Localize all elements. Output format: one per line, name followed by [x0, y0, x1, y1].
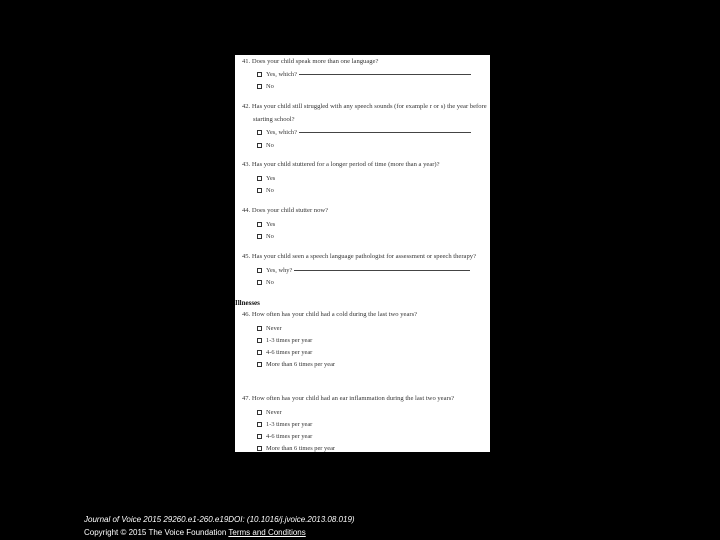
checkbox-icon	[257, 176, 262, 181]
option-42-yes	[257, 129, 471, 136]
option-43-yes	[257, 175, 275, 182]
section-heading-illnesses: Illnesses	[235, 299, 260, 307]
question-41: 41. Does your child speak more than one language?	[242, 58, 379, 65]
option-45-yes	[257, 267, 470, 274]
journal-citation: Journal of Voice 2015 29260.e1-260.e19DOI: (10.1016/j.jvoice.2013.08.019)	[84, 515, 355, 524]
checkbox-icon	[257, 410, 262, 415]
checkbox-icon	[257, 143, 262, 148]
option-label: Yes, why?	[266, 267, 293, 274]
option-45-no	[257, 279, 274, 286]
option-46-4-6	[257, 349, 312, 356]
option-label: 4-6 times per year	[266, 433, 313, 440]
question-43: 43. Has your child stuttered for a longer period of time (more than a year)?	[242, 161, 440, 168]
option-47-more-than-6	[257, 445, 335, 452]
checkbox-icon	[257, 268, 262, 273]
option-label: Never	[266, 409, 282, 416]
checkbox-icon	[257, 222, 262, 227]
question-46: 46. How often has your child had a cold during the last two years?	[242, 311, 418, 318]
answer-line	[299, 74, 471, 75]
option-label: No	[266, 187, 274, 194]
checkbox-icon	[257, 234, 262, 239]
option-label: More than 6 times per year	[266, 445, 336, 452]
copyright-line	[84, 526, 355, 539]
checkbox-icon	[257, 84, 262, 89]
terms-and-conditions-link[interactable]: Terms and Conditions	[228, 528, 306, 537]
option-label: 4-6 times per year	[266, 349, 313, 356]
question-42-continued: starting school?	[253, 116, 295, 123]
option-label: 1-3 times per year	[266, 421, 313, 428]
option-label: No	[266, 83, 274, 90]
option-label: No	[266, 279, 274, 286]
option-46-1-3	[257, 337, 312, 344]
questionnaire-page	[235, 55, 490, 452]
option-46-never	[257, 325, 282, 332]
option-label: No	[266, 233, 274, 240]
option-label: 1-3 times per year	[266, 337, 313, 344]
checkbox-icon	[257, 434, 262, 439]
option-47-1-3	[257, 421, 312, 428]
option-label: Yes	[266, 175, 276, 182]
option-label: Yes, which?	[266, 71, 297, 78]
copyright-text: Copyright © 2015 The Voice Foundation	[84, 528, 227, 537]
option-41-yes	[257, 71, 471, 78]
option-47-never	[257, 409, 282, 416]
checkbox-icon	[257, 338, 262, 343]
option-41-no	[257, 83, 274, 90]
checkbox-icon	[257, 446, 262, 451]
checkbox-icon	[257, 130, 262, 135]
question-45: 45. Has your child seen a speech language pathologist for assessment or speech therapy?	[242, 253, 477, 260]
option-label: Never	[266, 325, 282, 332]
answer-line	[294, 270, 470, 271]
checkbox-icon	[257, 280, 262, 285]
slide-footer	[84, 513, 355, 539]
question-42: 42. Has your child still struggled with any speech sounds (for example r or s) the year before	[242, 103, 487, 110]
option-44-yes	[257, 221, 275, 228]
checkbox-icon	[257, 188, 262, 193]
option-label: Yes	[266, 221, 276, 228]
question-44: 44. Does your child stutter now?	[242, 207, 329, 214]
checkbox-icon	[257, 362, 262, 367]
answer-line	[299, 132, 471, 133]
checkbox-icon	[257, 326, 262, 331]
option-43-no	[257, 187, 274, 194]
option-42-no	[257, 142, 274, 149]
checkbox-icon	[257, 350, 262, 355]
option-label: No	[266, 142, 274, 149]
option-44-no	[257, 233, 274, 240]
question-47: 47. How often has your child had an ear inflammation during the last two years?	[242, 395, 455, 402]
option-47-4-6	[257, 433, 312, 440]
checkbox-icon	[257, 422, 262, 427]
checkbox-icon	[257, 72, 262, 77]
option-46-more-than-6	[257, 361, 335, 368]
option-label: Yes, which?	[266, 129, 297, 136]
option-label: More than 6 times per year	[266, 361, 336, 368]
